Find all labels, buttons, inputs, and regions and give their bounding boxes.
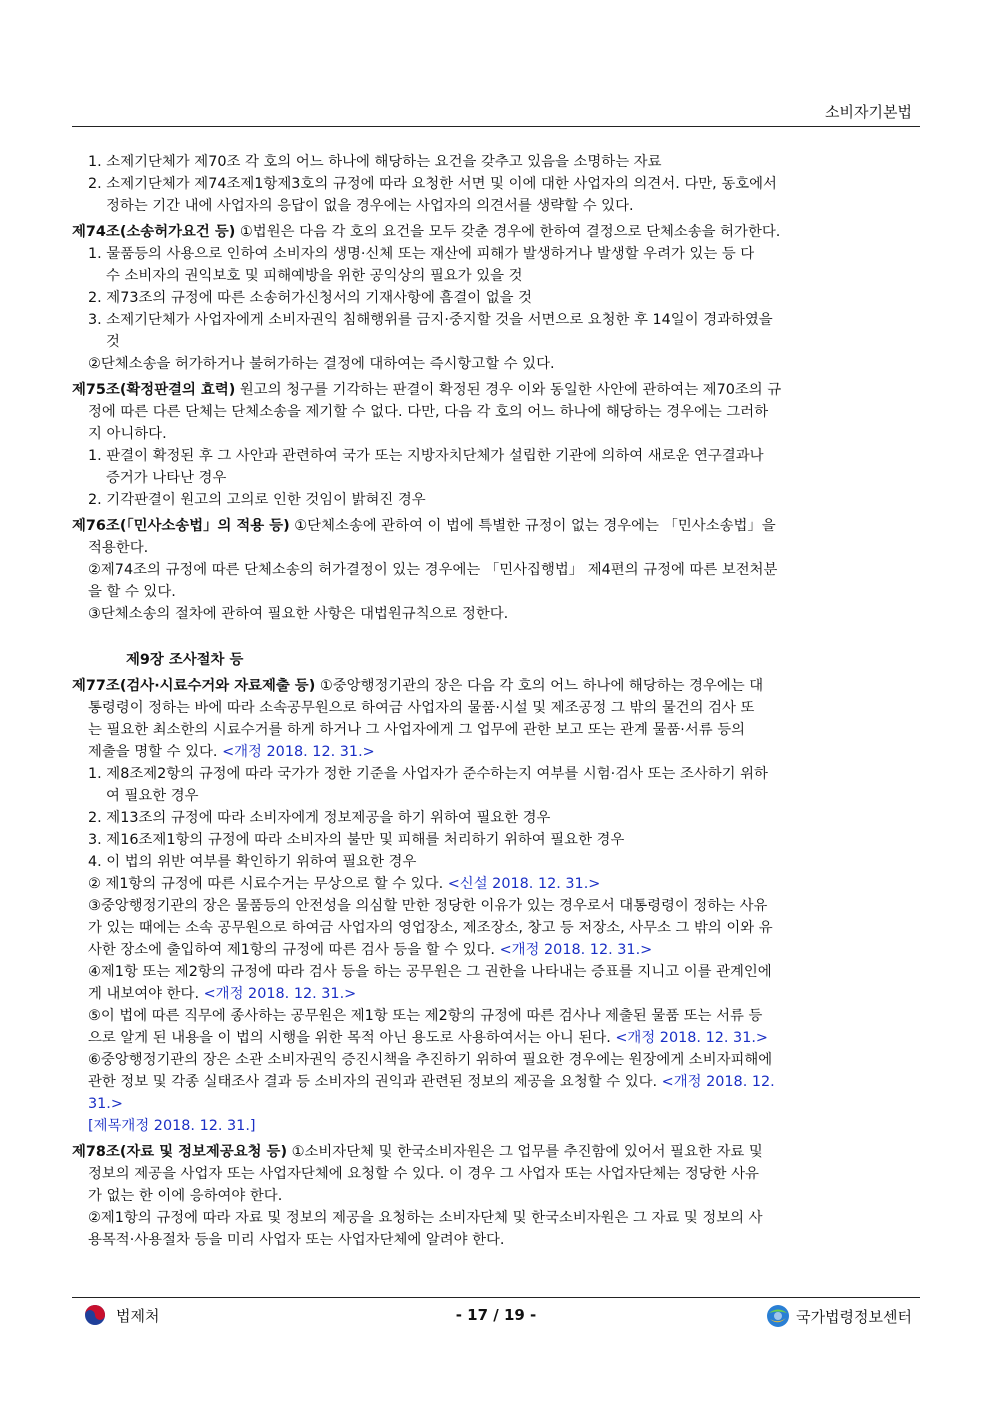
line-text: 1. 제8조제2항의 규정에 따라 국가가 정한 기준을 사업자가 준수하는지 여부를 시험·검사 또는 조사하기 위하	[88, 766, 768, 782]
text-line	[72, 1005, 920, 1027]
text-line	[72, 763, 920, 785]
text-line	[72, 1093, 920, 1115]
article-title: 제74조(소송허가요건 등)	[72, 224, 236, 240]
globe-logo-icon	[766, 1304, 790, 1328]
line-text: 2. 제73조의 규정에 따른 소송허가신청서의 기재사항에 흠결이 없을 것	[88, 290, 532, 306]
amendment-note: 31.>	[88, 1096, 123, 1112]
text-line	[72, 423, 920, 445]
text-line	[72, 961, 920, 983]
text-line	[72, 151, 920, 173]
line-text: ③중앙행정기관의 장은 물품등의 안전성을 의심할 만한 정당한 이유가 있는 경우로서 대통령령이 정하는 사유	[88, 898, 768, 914]
text-line	[72, 697, 920, 719]
line-text: 4. 이 법의 위반 여부를 확인하기 위하여 필요한 경우	[88, 854, 417, 870]
line-text: 3. 소제기단체가 사업자에게 소비자권익 침해행위를 금지·중지할 것을 서면으로 요청한 후 14일이 경과하였을	[88, 312, 773, 328]
line-text: 통령령이 정하는 바에 따라 소속공무원으로 하여금 사업자의 물품·시설 및 제조공정 그 밖의 물건의 검사 또	[88, 700, 755, 716]
line-text: 으로 알게 된 내용을 이 법의 시행을 위한 목적 아닌 용도로 사용하여서는 아니 된다.	[88, 1030, 616, 1046]
line-text: 사한 장소에 출입하여 제1항의 규정에 따른 검사 등을 할 수 있다.	[88, 942, 500, 958]
text-line	[72, 1115, 920, 1137]
text-line	[72, 851, 920, 873]
text-line	[72, 1163, 920, 1185]
footer-left-label: 법제처	[116, 1306, 160, 1325]
line-text: 1. 소제기단체가 제70조 각 호의 어느 하나에 해당하는 요건을 갖추고 있음을 소명하는 자료	[88, 154, 662, 170]
header-title: 소비자기본법	[825, 103, 912, 121]
line-text: ①소비자단체 및 한국소비자원은 그 업무를 추진함에 있어서 필요한 자료 및	[287, 1144, 763, 1160]
text-line	[72, 379, 920, 401]
article-title: 제75조(확정판결의 효력)	[72, 382, 236, 398]
line-text: ②제74조의 규정에 따른 단체소송의 허가결정이 있는 경우에는 「민사집행법」 제4편의 규정에 따른 보전처분	[88, 562, 778, 578]
text-line	[72, 401, 920, 423]
line-text: 을 할 수 있다.	[88, 584, 176, 600]
line-text: 2. 기각판결이 원고의 고의로 인한 것임이 밝혀진 경우	[88, 492, 426, 508]
text-line	[72, 785, 920, 807]
header-rule	[72, 126, 920, 127]
footer-right	[766, 1304, 912, 1328]
text-line	[72, 287, 920, 309]
amendment-note: <개정 2018. 12. 31.>	[203, 986, 357, 1002]
text-line	[72, 1185, 920, 1207]
line-text: ② 제1항의 규정에 따른 시료수거는 무상으로 할 수 있다.	[88, 876, 448, 892]
text-line	[72, 1049, 920, 1071]
text-line	[72, 603, 920, 625]
line-text: ④제1항 또는 제2항의 규정에 따라 검사 등을 하는 공무원은 그 권한을 나타내는 증표를 지니고 이를 관계인에	[88, 964, 772, 980]
line-text: 지 아니하다.	[88, 426, 167, 442]
line-text: 게 내보여야 한다.	[88, 986, 204, 1002]
text-line	[72, 515, 920, 537]
line-text: 3. 제16조제1항의 규정에 따라 소비자의 불만 및 피해를 처리하기 위하여 필요한 경우	[88, 832, 625, 848]
spacer	[72, 625, 920, 637]
text-line	[72, 221, 920, 243]
amendment-note: <개정 2018. 12. 31.>	[222, 744, 375, 760]
amendment-note: <개정 2018. 12. 31.>	[499, 942, 653, 958]
article-title: 제78조(자료 및 정보제공요청 등)	[72, 1144, 288, 1160]
text-line	[72, 1141, 920, 1163]
line-text: ②단체소송을 허가하거나 불허가하는 결정에 대하여는 즉시항고할 수 있다.	[88, 356, 555, 372]
line-text: ②제1항의 규정에 따라 자료 및 정보의 제공을 요청하는 소비자단체 및 한국소비자원은 그 자료 및 정보의 사	[88, 1210, 763, 1226]
line-text: ①중앙행정기관의 장은 다음 각 호의 어느 하나에 해당하는 경우에는 대	[315, 678, 764, 694]
text-line	[72, 719, 920, 741]
line-text: 가 있는 때에는 소속 공무원으로 하여금 사업자의 영업장소, 제조장소, 창고 등 저장소, 사무소 그 밖의 이와 유	[88, 920, 773, 936]
line-text: 제출을 명할 수 있다.	[88, 744, 223, 760]
line-text: 원고의 청구를 기각하는 판결이 확정된 경우 이와 동일한 사안에 관하여는 제70조의 규	[235, 382, 782, 398]
footer-rule	[72, 1297, 920, 1298]
page-number: - 17 / 19 -	[455, 1306, 537, 1324]
text-line	[72, 353, 920, 375]
line-text: 2. 제13조의 규정에 따라 소비자에게 정보제공을 하기 위하여 필요한 경우	[88, 810, 551, 826]
text-line	[72, 445, 920, 467]
text-line	[72, 1071, 920, 1093]
text-line	[72, 1027, 920, 1049]
text-line	[72, 243, 920, 265]
text-line	[72, 559, 920, 581]
text-line	[72, 537, 920, 559]
amendment-note: [제목개정 2018. 12. 31.]	[88, 1118, 256, 1134]
text-line	[72, 467, 920, 489]
text-line	[72, 309, 920, 331]
amendment-note: <개정 2018. 12. 31.>	[615, 1030, 768, 1046]
text-line	[72, 917, 920, 939]
footer-right-label: 국가법령정보센터	[796, 1307, 912, 1326]
text-line	[72, 265, 920, 287]
line-text: 정에 따른 다른 단체는 단체소송을 제기할 수 없다. 다만, 다음 각 호의 어느 하나에 해당하는 경우에는 그러하	[88, 404, 769, 420]
line-text: 수 소비자의 권익보호 및 피해예방을 위한 공익상의 필요가 있을 것	[106, 268, 523, 284]
text-line	[72, 895, 920, 917]
page-footer	[72, 1304, 920, 1330]
text-line	[72, 939, 920, 961]
text-line	[72, 489, 920, 511]
line-text: ⑥중앙행정기관의 장은 소관 소비자권익 증진시책을 추진하기 위하여 필요한 경우에는 원장에게 소비자피해에	[88, 1052, 773, 1068]
text-line	[72, 873, 920, 895]
line-text: 것	[106, 334, 120, 350]
line-text: 관한 정보 및 각종 실태조사 결과 등 소비자의 권익과 관련된 정보의 제공을 요청할 수 있다.	[88, 1074, 662, 1090]
amendment-note: <신설 2018. 12. 31.>	[447, 876, 601, 892]
article-title: 제76조(「민사소송법」의 적용 등)	[72, 518, 290, 534]
text-line	[72, 829, 920, 851]
text-line	[72, 173, 920, 195]
amendment-note: <개정 2018. 12.	[661, 1074, 775, 1090]
line-text: 는 필요한 최소한의 시료수거를 하게 하거나 그 사업자에게 그 업무에 관한 보고 또는 관계 물품·서류 등의	[88, 722, 746, 738]
text-line	[72, 983, 920, 1005]
line-text: ⑤이 법에 따른 직무에 종사하는 공무원은 제1항 또는 제2항의 규정에 따른 검사나 제출된 물품 또는 서류 등	[88, 1008, 763, 1024]
text-line	[72, 1229, 920, 1251]
text-line	[72, 675, 920, 697]
text-line	[72, 331, 920, 353]
line-text: 가 없는 한 이에 응하여야 한다.	[88, 1188, 283, 1204]
line-text: ③단체소송의 절차에 관하여 필요한 사항은 대법원규칙으로 정한다.	[88, 606, 509, 622]
line-text: 1. 물품등의 사용으로 인하여 소비자의 생명·신체 또는 재산에 피해가 발생하거나 발생할 우려가 있는 등 다	[88, 246, 755, 262]
line-text: 2. 소제기단체가 제74조제1항제3호의 규정에 따라 요청한 서면 및 이에 대한 사업자의 의견서. 다만, 동호에서	[88, 176, 777, 192]
document-body	[72, 151, 920, 1251]
line-text: 여 필요한 경우	[106, 788, 199, 804]
text-line	[72, 195, 920, 217]
line-text: 정보의 제공을 사업자 또는 사업자단체에 요청할 수 있다. 이 경우 그 사업자 또는 사업자단체는 정당한 사유	[88, 1166, 759, 1182]
text-line	[72, 807, 920, 829]
line-text: 정하는 기간 내에 사업자의 응답이 없을 경우에는 사업자의 의견서를 생략할 수 있다.	[106, 198, 634, 214]
article-title: 제77조(검사·시료수거와 자료제출 등)	[72, 678, 316, 694]
line-text: 증거가 나타난 경우	[106, 470, 227, 486]
text-line	[72, 1207, 920, 1229]
line-text: ①단체소송에 관하여 이 법에 특별한 규정이 없는 경우에는 「민사소송법」을	[289, 518, 776, 534]
spacer	[72, 637, 920, 649]
line-text: ①법원은 다음 각 호의 요건을 모두 갖춘 경우에 한하여 결정으로 단체소송을 허가한다.	[235, 224, 781, 240]
line-text: 제9장 조사절차 등	[126, 652, 244, 668]
text-line	[72, 741, 920, 763]
line-text: 적용한다.	[88, 540, 149, 556]
text-line	[72, 581, 920, 603]
line-text: 1. 판결이 확정된 후 그 사안과 관련하여 국가 또는 지방자치단체가 설립한 기관에 의하여 새로운 연구결과나	[88, 448, 764, 464]
line-text: 용목적·사용절차 등을 미리 사업자 또는 사업자단체에 알려야 한다.	[88, 1232, 505, 1248]
chapter-heading	[72, 649, 920, 671]
